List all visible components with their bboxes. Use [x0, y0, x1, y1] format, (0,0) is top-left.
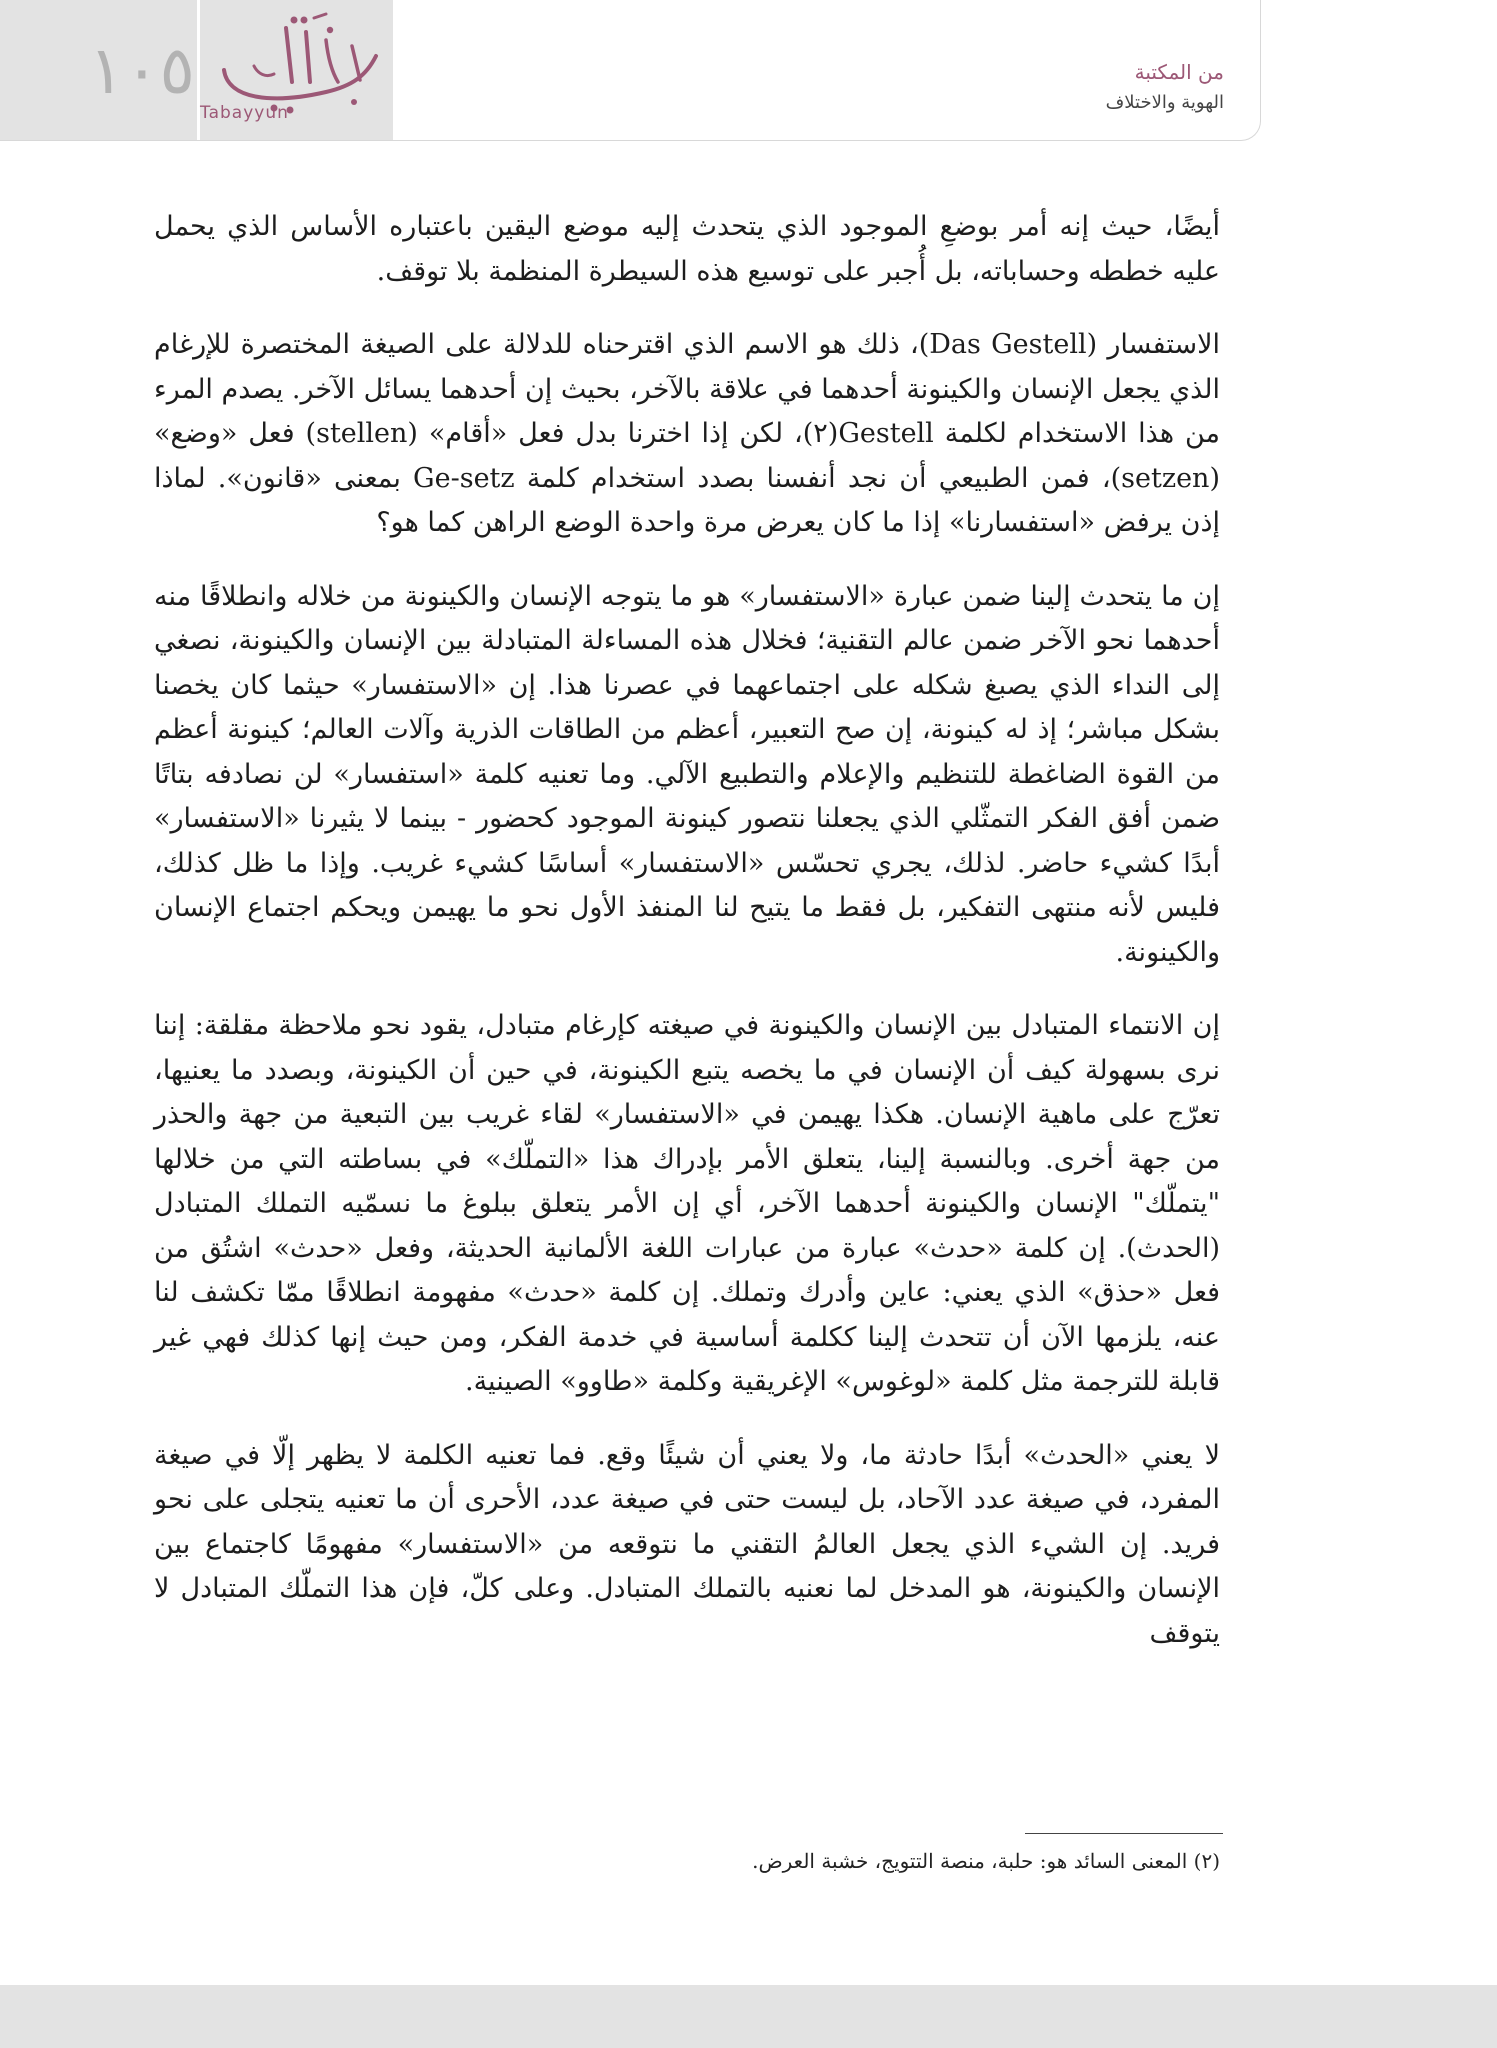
paragraph: إن الانتماء المتبادل بين الإنسان والكينونة في صيغته كإرغام متبادل، يقود نحو ملاحظة مقلقة: إننا نرى بسهولة كيف أن الإنسان في ما يخصه يتبع الكينونة، في حين أن الكينونة، وبصدد ما يعنيها، تعرّج على ماهية الإنسان. هكذا يهيمن في «الاستفسار» لقاء غريب بين التبعية من جهة والحذر من جهة أخرى. وبالنسبة إلينا، يتعلق الأمر بإدراك هذا «التملّك» في بساطته التي من خلالها "يتملّك" الإنسان والكينونة أحدهما الآخر، أي إن الأمر يتعلق ببلوغ ما نسمّيه التملك المتبادل (الحدث). إن كلمة «حدث» عبارة من عبارات اللغة الألمانية الحديثة، وفعل «حدث» اشتُق من فعل «حذق» الذي يعني: عاين وأدرك وتملك. إن كلمة «حدث» مفهومة انطلاقًا ممّا تكشف لنا عنه، يلزمها الآن أن تتحدث إلينا ككلمة أساسية في خدمة الفكر، ومن حيث إنها كذلك فهي غير قابلة للترجمة مثل كلمة «لوغوس» الإغريقية وكلمة «طاوو» الصينية.	[154, 1010, 1220, 1397]
section-title: الهوية والاختلاف	[1105, 92, 1224, 113]
paragraph: الاستفسار (Das Gestell)، ذلك هو الاسم الذي اقترحناه للدلالة على الصيغة المختصرة للإرغام الذي يجعل الإنسان والكينونة أحدهما في علاقة بالآخر، بحيث إن أحدهما يسائل الآخر. يصدم المرء من هذا الاستخدام لكلمة Gestell(٢)، لكن إذا اخترنا بدل فعل «أقام» (stellen) فعل «وضع» (setzen)، فمن الطبيعي أن نجد أنفسنا بصدد استخدام كلمة Ge-setz بمعنى «قانون». لماذا إذن يرفض «استفسارنا» إذا ما كان يعرض مرة واحدة الوضع الراهن كما هو؟	[154, 329, 1221, 538]
logo-latin: Tabayyun	[200, 103, 289, 123]
page-footer	[0, 1985, 1497, 2048]
page-number: ١٠٥	[88, 32, 195, 109]
tabayyun-logo-icon	[214, 8, 388, 116]
article-body	[154, 205, 1220, 1685]
page-number-box	[0, 0, 393, 140]
paragraph: أيضًا، حيث إنه أمر بوضعِ الموجود الذي يتحدث إليه موضع اليقين باعتباره الأساس الذي يحمل عليه خططه وحساباته، بل أُجبر على توسيع هذه السيطرة المنظمة بلا توقف.	[154, 211, 1220, 287]
paragraph: لا يعني «الحدث» أبدًا حادثة ما، ولا يعني أن شيئًا وقع. فما تعنيه الكلمة لا يظهر إلّا في صيغة المفرد، في صيغة عدد الآحاد، بل ليست حتى في صيغة عدد، الأحرى أن ما تعنيه يتجلى على نحو فريد. إن الشيء الذي يجعل العالمُ التقني ما نتوقعه من «الاستفسار» مفهومًا كاجتماع بين الإنسان والكينونة، هو المدخل لما نعنيه بالتملك المتبادل. وعلى كلّ، فإن هذا التملّك المتبادل لا يتوقف	[154, 1439, 1220, 1649]
section-kicker: من المكتبة	[1134, 60, 1224, 84]
footnote: (٢) المعنى السائد هو: حلبة، منصة التتويج، خشبة العرض.	[752, 1849, 1220, 1873]
paragraph: إن ما يتحدث إلينا ضمن عبارة «الاستفسار» هو ما يتوجه الإنسان والكينونة من خلاله وانطلاقًا منه أحدهما نحو الآخر ضمن عالم التقنية؛ فخلال هذه المساءلة المتبادلة بين الإنسان والكينونة، نصغي إلى النداء الذي يصبغ شكله على اجتماعهما في عصرنا هذا. إن «الاستفسار» حيثما كان يخصنا بشكل مباشر؛ إذ له كينونة، إن صح التعبير، أعظم من الطاقات الذرية وآلات العالم؛ كينونة أعظم من القوة الضاغطة للتنظيم والإعلام والتطبيع الآلي. وما تعنيه كلمة «استفسار» لن نصادفه بتاتًا ضمن أفق الفكر التمثّلي الذي يجعلنا نتصور كينونة الموجود كحضور - بينما لا يثيرنا «الاستفسار» أبدًا كشيء حاضر. لذلك، يجري تحسّس «الاستفسار» أساسًا كشيء غريب. وإذا ما ظل كذلك، فليس لأنه منتهى التفكير، بل فقط ما يتيح لنا المنفذ الأول نحو ما يهيمن ويحكم اجتماع الإنسان والكينونة.	[154, 580, 1220, 968]
footnote-separator	[1025, 1833, 1223, 1834]
